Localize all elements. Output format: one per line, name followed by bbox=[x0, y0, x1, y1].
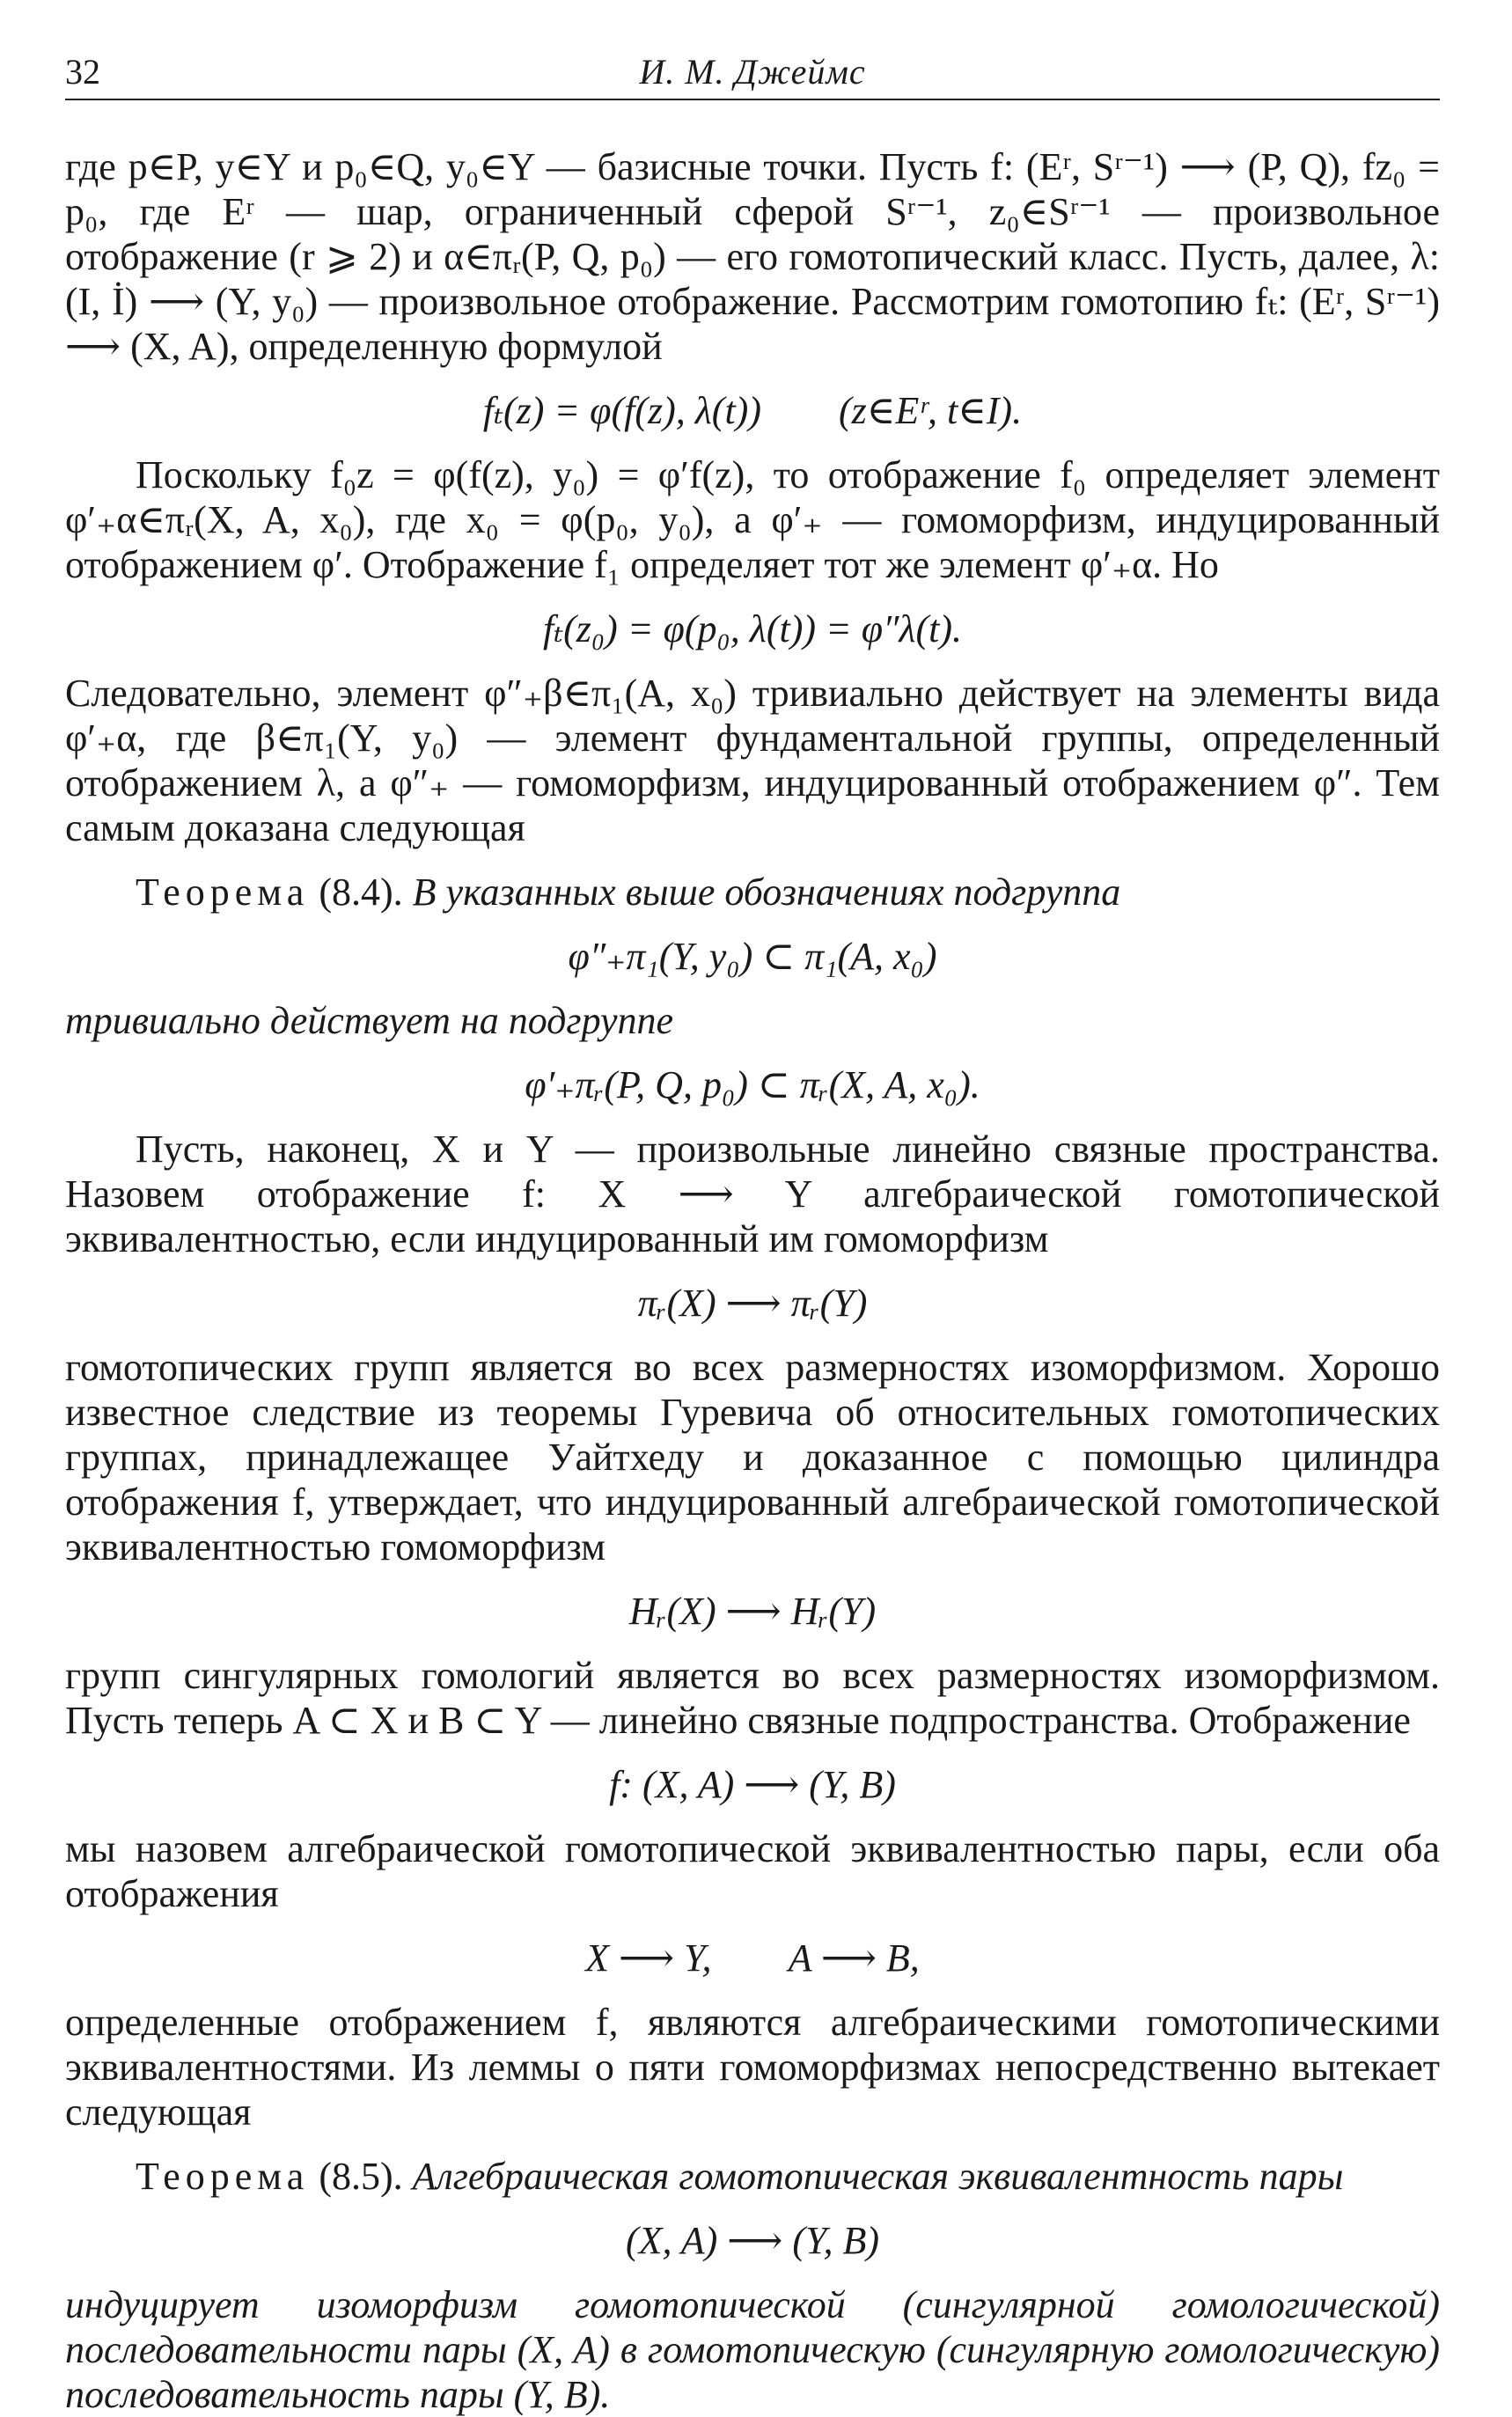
theorem-8-4-continuation: тривиально действует на подгруппе bbox=[65, 999, 674, 1042]
theorem-8-4-number: (8.4). bbox=[319, 871, 403, 914]
theorem-8-5-continuation: индуцирует изоморфизм гомотопической (сингулярной гомологической) последовательности пары (X, A) в гомотопическую (сингулярную гомологическую) последовательность пары (Y, B). bbox=[65, 2283, 1440, 2416]
theorem-8-5-number: (8.5). bbox=[319, 2155, 403, 2198]
book-page bbox=[65, 46, 1440, 2417]
formula-two-maps: X ⟶ Y, A ⟶ B, bbox=[585, 1936, 920, 1980]
page-number: 32 bbox=[65, 52, 100, 92]
theorem-8-5-text: Алгебраическая гомотопическая эквивалентность пары bbox=[412, 2155, 1344, 2198]
theorem-8-5 bbox=[65, 2154, 1440, 2199]
paragraph-3: Следовательно, элемент φ″₊β∈π₁(A, x₀) тривиально действует на элементы вида φ′₊α, где β∈π₁(Y, y₀) — элемент фундаментальной группы, определенный отображением λ, а φ″₊ — гомоморфизм, индуцированный отображением φ″. Тем самым доказана следующая bbox=[65, 672, 1440, 849]
paragraph-2: Поскольку f₀z = φ(f(z), y₀) = φ′f(z), то отображение f₀ определяет элемент φ′₊α∈πᵣ(X, A, x₀), где x₀ = φ(p₀, y₀), а φ′₊ — гомоморфизм, индуцированный отображением φ′. Отображение f₁ определяет тот же элемент φ′₊α. Но bbox=[65, 453, 1440, 586]
paragraph-6: групп сингулярных гомологий является во всех размерностях изоморфизмом. Пусть теперь A ⊂ X и B ⊂ Y — линейно связные подпространства. Отображение bbox=[65, 1654, 1440, 1742]
theorem-8-4-text: В указанных выше обозначениях подгруппа bbox=[412, 871, 1121, 914]
theorem-8-5-label: Теорема bbox=[136, 2155, 310, 2198]
formula-pair-map: f: (X, A) ⟶ (Y, B) bbox=[609, 1763, 896, 1806]
paragraph-1: где p∈P, y∈Y и p₀∈Q, y₀∈Y — базисные точки. Пусть f: (Eʳ, Sʳ⁻¹) ⟶ (P, Q), fz₀ = p₀, где Eʳ — шар, ограниченный сферой Sʳ⁻¹, z₀∈Sʳ⁻¹ — произвольное отображение (r ⩾ 2) и α∈πᵣ(P, Q, p₀) — его гомотопический класс. Пусть, далее, λ: (I, İ) ⟶ (Y, y₀) — произвольное отображение. Рассмотрим гомотопию fₜ: (Eʳ, Sʳ⁻¹) ⟶ (X, A), определенную формулой bbox=[65, 145, 1440, 368]
paragraph-8: определенные отображением f, являются алгебраическими гомотопическими эквивалентностями. Из леммы о пяти гомоморфизмах непосредственно вытекает следующая bbox=[65, 2001, 1440, 2134]
theorem-8-4 bbox=[65, 870, 1440, 915]
page-header bbox=[65, 46, 1440, 100]
formula-f-t-z0: fₜ(z₀) = φ(p₀, λ(t)) = φ″λ(t). bbox=[543, 607, 962, 650]
paragraph-5: гомотопических групп является во всех размерностях изоморфизмом. Хорошо известное следствие из теоремы Гуревича об относительных гомотопических группах, принадлежащее Уайтхеду и доказанное с помощью цилиндра отображения f, утверждает, что индуцированный алгебраической гомотопической эквивалентностью гомоморфизм bbox=[65, 1346, 1440, 1568]
paragraph-4: Пусть, наконец, X и Y — произвольные линейно связные пространства. Назовем отображение f: X ⟶ Y алгебраической гомотопической эквивалентностью, если индуцированный им гомоморфизм bbox=[65, 1128, 1440, 1260]
formula-homology-groups: Hᵣ(X) ⟶ Hᵣ(Y) bbox=[628, 1590, 877, 1633]
paragraph-7: мы назовем алгебраической гомотопической эквивалентностью пары, если оба отображения bbox=[65, 1827, 1440, 1915]
formula-subgroup-2: φ′₊πᵣ(P, Q, p₀) ⊂ πᵣ(X, A, x₀). bbox=[525, 1063, 980, 1106]
page-content bbox=[65, 144, 1440, 2417]
formula-homotopy: fₜ(z) = φ(f(z), λ(t)) (z∈Eʳ, t∈I). bbox=[482, 389, 1023, 432]
theorem-8-4-label: Теорема bbox=[136, 871, 310, 914]
running-title: И. М. Джеймс bbox=[639, 52, 866, 92]
formula-pair-equivalence: (X, A) ⟶ (Y, B) bbox=[626, 2219, 879, 2262]
formula-homotopy-groups: πᵣ(X) ⟶ πᵣ(Y) bbox=[637, 1282, 868, 1325]
formula-subgroup-1: φ″₊π₁(Y, y₀) ⊂ π₁(A, x₀) bbox=[568, 935, 937, 978]
